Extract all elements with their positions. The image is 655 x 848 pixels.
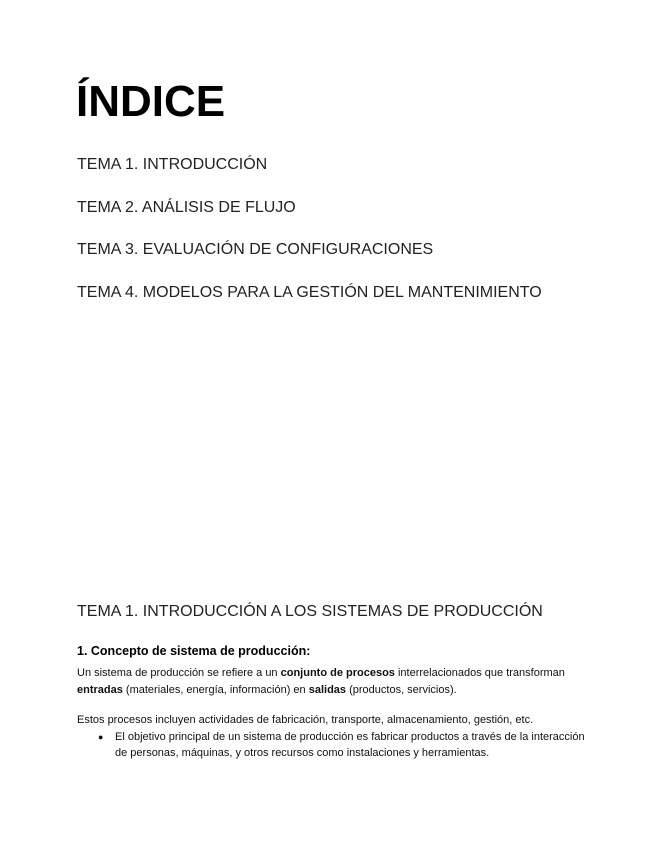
toc-item-tema-2: TEMA 2. ANÁLISIS DE FLUJO (77, 198, 296, 216)
list-item-text: El objetivo principal de un sistema de producción es fabricar productos a través de la interacción de personas, máquinas, y otros recursos como instalaciones y herramientas. (115, 730, 585, 759)
bold-term-salidas: salidas (308, 683, 347, 696)
toc-item-tema-4: TEMA 4. MODELOS PARA LA GESTIÓN DEL MANTENIMIENTO (77, 283, 542, 301)
table-of-contents (77, 154, 542, 324)
bold-term-procesos: conjunto de procesos (280, 667, 395, 679)
bold-term-entradas: entradas (77, 683, 123, 696)
section-title: TEMA 1. INTRODUCCIÓN A LOS SISTEMAS DE PRODUCCIÓN (77, 603, 543, 620)
subsection-title: 1. Concepto de sistema de producción: (77, 644, 311, 658)
bullet-list (77, 729, 597, 762)
toc-item-tema-1: TEMA 1. INTRODUCCIÓN (77, 156, 268, 173)
index-title: ÍNDICE (76, 77, 226, 126)
bullet-icon: ● (98, 731, 104, 742)
list-item (77, 729, 597, 762)
activities-paragraph: Estos procesos incluyen actividades de fabricación, transporte, almacenamiento, gestión, etc. (77, 714, 534, 726)
concept-paragraph (77, 665, 597, 698)
paragraph-text: interrelacionados que transforman (394, 667, 565, 679)
paragraph-text: (productos, servicios). (346, 683, 457, 696)
toc-item-tema-3: TEMA 3. EVALUACIÓN DE CONFIGURACIONES (77, 241, 434, 258)
paragraph-text: (materiales, energía, información) en (122, 683, 309, 696)
paragraph-text: Un sistema de producción se refiere a un (77, 667, 281, 679)
